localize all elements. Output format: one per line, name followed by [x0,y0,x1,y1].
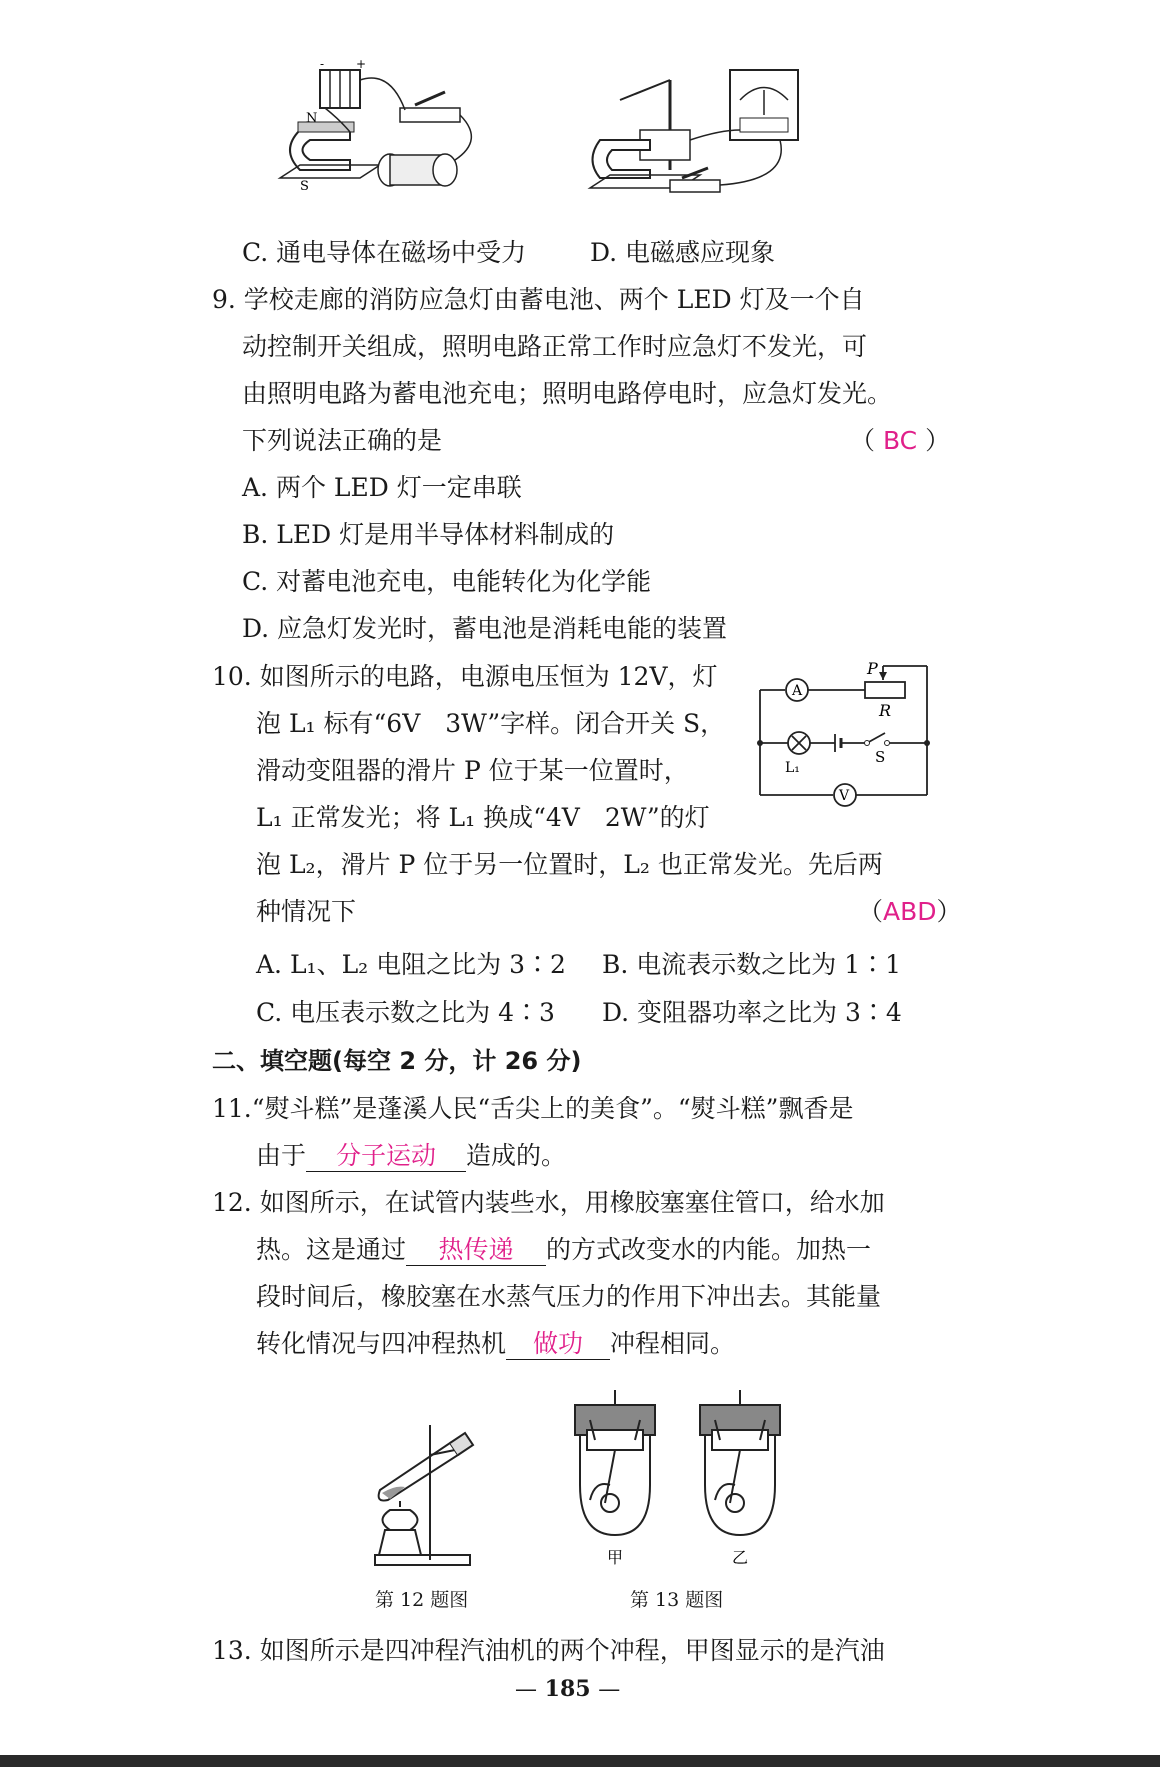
q10-stem-line5: 泡 L₂，滑片 P 位于另一位置时，L₂ 也正常发光。先后两 [256,850,883,879]
q12-blank2-answer: 做功 [506,1329,610,1360]
q12-stem-line1: 12. 如图所示，在试管内装些水，用橡胶塞塞住管口，给水加 [212,1188,885,1217]
q8-figure-right [590,70,810,210]
magnet-s-label: S [300,179,309,194]
q10-stem-line1: 10. 如图所示的电路，电源电压恒为 12V，灯 [212,662,718,691]
q9-stem-line3: 由照明电路为蓄电池充电；照明电路停电时，应急灯发光。 [242,379,893,408]
q13-figure-engine-b [690,1385,790,1567]
lamp-l1-label: L₁ [785,760,800,776]
q13-stem-line1: 13. 如图所示是四冲程汽油机的两个冲程，甲图显示的是汽油 [212,1636,885,1665]
q12-line2-pre: 热。这是通过 [256,1235,407,1264]
q12-line4-post: 冲程相同。 [610,1329,736,1358]
bottom-edge-bar [0,1755,1160,1767]
q13-figure-engine-a [565,1385,665,1567]
page-number: 185 [544,1676,591,1702]
q9-stem-line1: 9. 学校走廊的消防应急灯由蓄电池、两个 LED 灯及一个自 [212,285,865,314]
q13-figure-caption: 第 13 题图 [630,1589,724,1611]
q9-stem-line4: 下列说法正确的是 [242,426,443,455]
q9-answer-paren: （ BC ） [850,426,951,455]
q9-option-a: A. 两个 LED 灯一定串联 [242,473,522,502]
slider-p-label: P [867,659,878,678]
q10-circuit-diagram [755,660,935,810]
resistor-r-label: R [879,701,892,720]
q12-line4-pre: 转化情况与四冲程热机 [256,1329,507,1358]
q10-answer-paren: （ABD） [858,897,962,926]
battery-plus-label: + [356,57,367,71]
engine-a-label: 甲 [607,1548,624,1567]
q9-answer: BC [882,426,918,455]
page-number-row [515,1676,620,1702]
q12-blank1-answer: 热传递 [406,1235,546,1266]
q10-stem-line4: L₁ 正常发光；将 L₁ 换成“4V 2W”的灯 [256,803,710,832]
q12-stem-line4 [256,1327,735,1361]
q12-figure-test-tube [355,1415,490,1570]
switch-s-label: S [875,748,886,766]
q10-stem-line2: 泡 L₁ 标有“6V 3W”字样。闭合开关 S， [256,709,726,738]
q12-line2-post: 的方式改变水的内能。加热一 [546,1235,872,1264]
q10-option-b: B. 电流表示数之比为 1∶1 [602,950,902,979]
q8-option-d: D. 电磁感应现象 [590,238,776,267]
q8-figure-left [270,57,520,210]
q11-stem-line1: 11.“熨斗糕”是蓬溪人民“舌尖上的美食”。“熨斗糕”飘香是 [212,1094,854,1123]
battery-minus-label: - [320,57,325,71]
section2-title: 二、填空题(每空 2 分，计 26 分) [212,1047,582,1075]
q11-line2-post: 造成的。 [466,1141,567,1170]
q10-option-d: D. 变阻器功率之比为 3∶4 [602,998,902,1027]
q11-stem-line2 [256,1139,566,1173]
q12-stem-line2 [256,1233,871,1267]
q10-stem-line6: 种情况下 [256,897,357,926]
magnet-n-label: N [306,111,318,126]
q12-figure-caption: 第 12 题图 [375,1589,469,1611]
q9-option-b: B. LED 灯是用半导体材料制成的 [242,520,615,549]
q9-stem-line2: 动控制开关组成，照明电路正常工作时应急灯不发光，可 [242,332,868,361]
q9-option-d: D. 应急灯发光时，蓄电池是消耗电能的装置 [242,614,728,643]
ammeter-label: A [792,683,803,699]
q9-option-c: C. 对蓄电池充电，电能转化为化学能 [242,567,652,596]
engine-b-label: 乙 [732,1548,749,1567]
q12-stem-line3: 段时间后，橡胶塞在水蒸气压力的作用下冲出去。其能量 [256,1282,882,1311]
page-dash-right: — [598,1677,621,1702]
q11-blank-answer: 分子运动 [306,1141,466,1172]
q10-option-a: A. L₁、L₂ 电阻之比为 3∶2 [256,950,566,979]
q10-option-c: C. 电压表示数之比为 4∶3 [256,998,555,1027]
voltmeter-label: V [839,788,850,804]
q8-option-c: C. 通电导体在磁场中受力 [242,238,527,267]
page-dash-left: — [515,1677,537,1702]
q10-stem-line3: 滑动变阻器的滑片 P 位于某一位置时， [256,756,689,785]
q10-answer: ABD [883,897,937,926]
q11-line2-pre: 由于 [256,1141,307,1170]
